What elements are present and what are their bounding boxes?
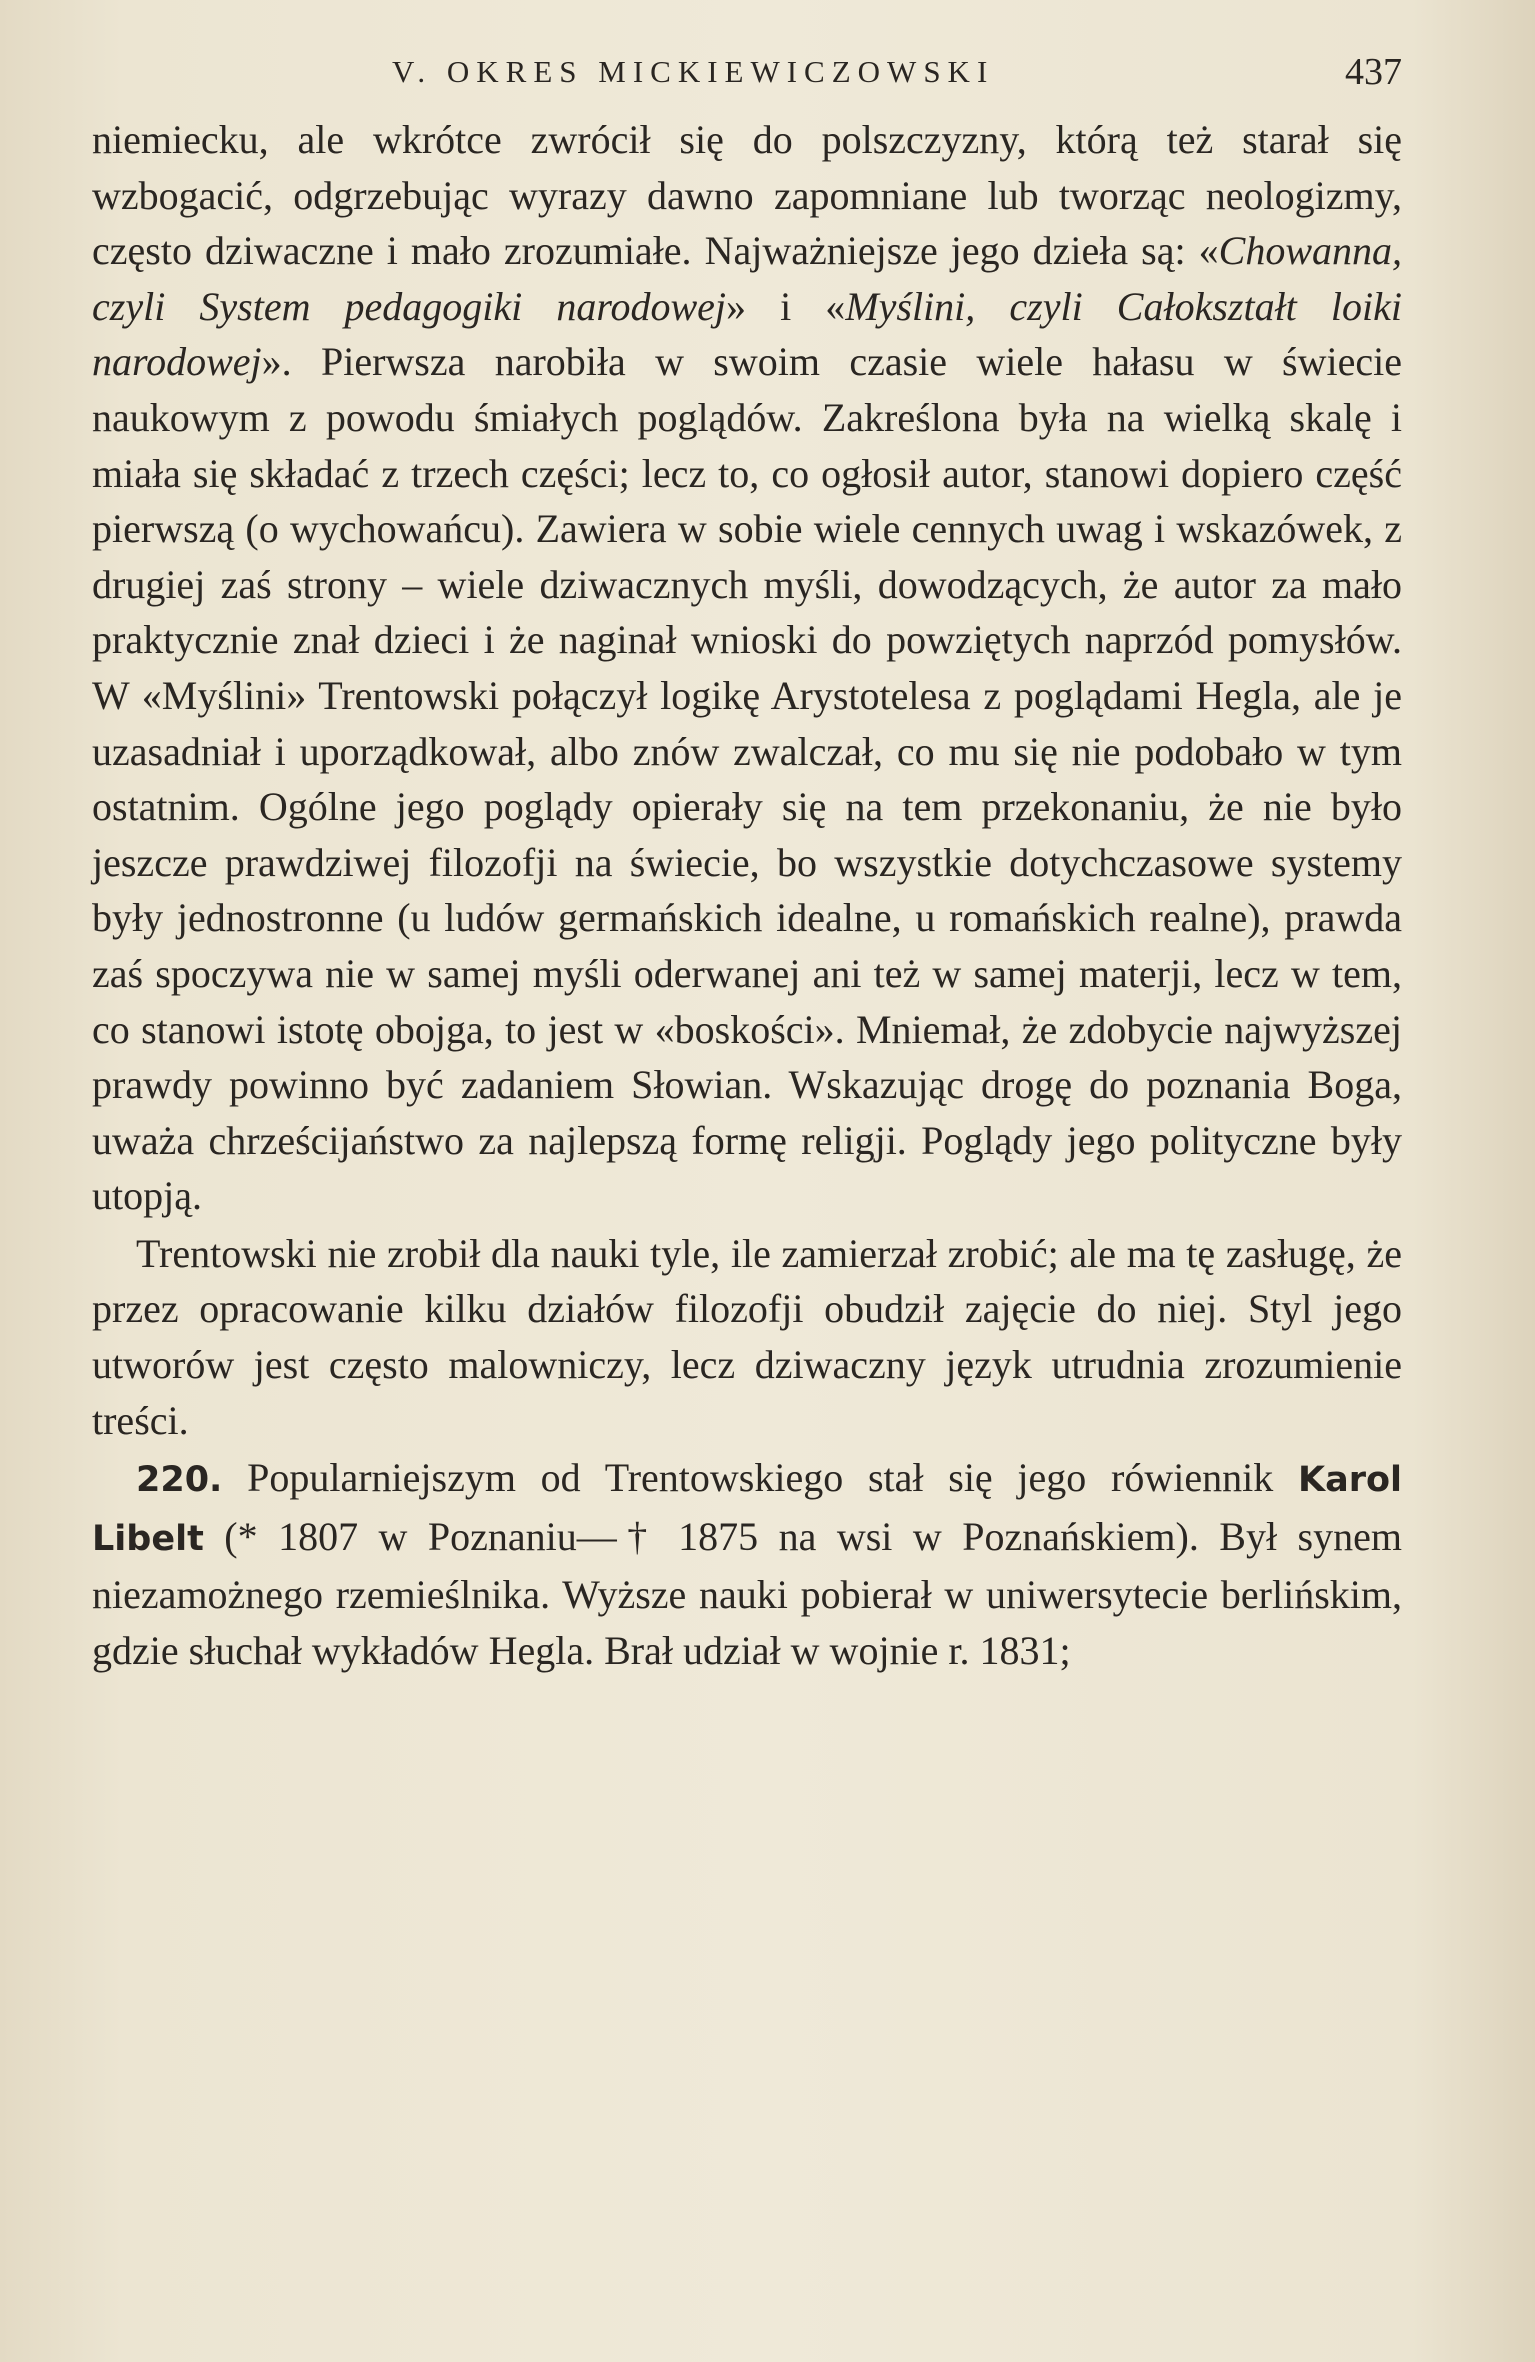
paragraph-1-text-3: ». Pierwsza narobiła w swoim czasie wiele hałasu w świecie naukowym z powodu śmiałych poglądów. Zakreślona była na wielką skalę i miała się składać z trzech części; lecz to, co ogłosił autor, stanowi dopiero część pierwszą (o wychowańcu). Zawiera w sobie wiele cennych uwag i wskazówek, z drugiej zaś strony – wiele dziwacznych myśli, dowodzących, że autor za mało praktycznie znał dzieci i że naginał wnioski do powziętych naprzód pomysłów. W «Myślini» Trentowski połączył logikę Arystotelesa z poglądami Hegla, ale je uzasadniał i uporządkował, albo znów zwalczał, co mu się nie podobało w tym ostatnim. Ogólne jego poglądy opierały się na tem przekonaniu, że nie było jeszcze prawdziwej filozofji na świecie, bo wszystkie dotychczasowe systemy były jednostronne (u ludów germańskich idealne, u romańskich realne), prawda zaś spoczywa nie w samej myśli oderwanej ani też w samej materji, lecz w tem, co stanowi istotę obojga, to jest w «boskości». Mniemał, że zdobycie najwyższej prawdy powinno być zadaniem Słowian. Wskazując drogę do poznania Boga, uważa chrześcijaństwo za najlepszą formę religji. Poglądy jego polityczne były utopją.: [92, 339, 1402, 1219]
body-text: [92, 112, 1402, 1679]
person-name-karol-libelt: Karol Libelt: [92, 1460, 1402, 1559]
section-number: 220.: [136, 1460, 223, 1501]
paragraph-3-text-1: Popularniejszym od Trentowskiego stał się jego rówiennik: [222, 1455, 1298, 1501]
paragraph-1: [92, 112, 1402, 1224]
paragraph-3-text-2: (* 1807 w Poznaniu—† 1875 na wsi w Poznańskiem). Był synem niezamożnego rzemieślnika. Wyższe nauki pobierał w uniwersytecie berlińskim, gdzie słuchał wykładów Hegla. Brał udział w wojnie r. 1831;: [92, 1513, 1402, 1674]
paragraph-1-text-1: niemiecku, ale wkrótce zwrócił się do polszczyzny, którą też starał się wzbogacić, odgrzebując wyrazy dawno zapomniane lub tworząc neologizmy, często dziwaczne i mało zrozumiałe. Najważniejsze jego dzieła są: «: [92, 117, 1402, 274]
paragraph-3: [92, 1450, 1402, 1678]
paragraph-1-text-2: » i «: [726, 283, 846, 329]
running-head: V. OKRES MICKIEWICZOWSKI: [392, 54, 995, 89]
page-number: 437: [1345, 51, 1402, 93]
page-header: [92, 50, 1402, 100]
paragraph-2: Trentowski nie zrobił dla nauki tyle, ile zamierzał zrobić; ale ma tę zasługę, że przez opracowanie kilku działów filozofji obudził zajęcie do niej. Styl jego utworów jest często malowniczy, lecz dziwaczny język utrudnia zrozumienie treści.: [92, 1230, 1402, 1443]
work-title-myslini: Myślini, czyli Całokształt loiki narodowej: [92, 283, 1402, 385]
work-title-chowanna: Chowanna, czyli System pedagogiki narodowej: [92, 228, 1402, 329]
